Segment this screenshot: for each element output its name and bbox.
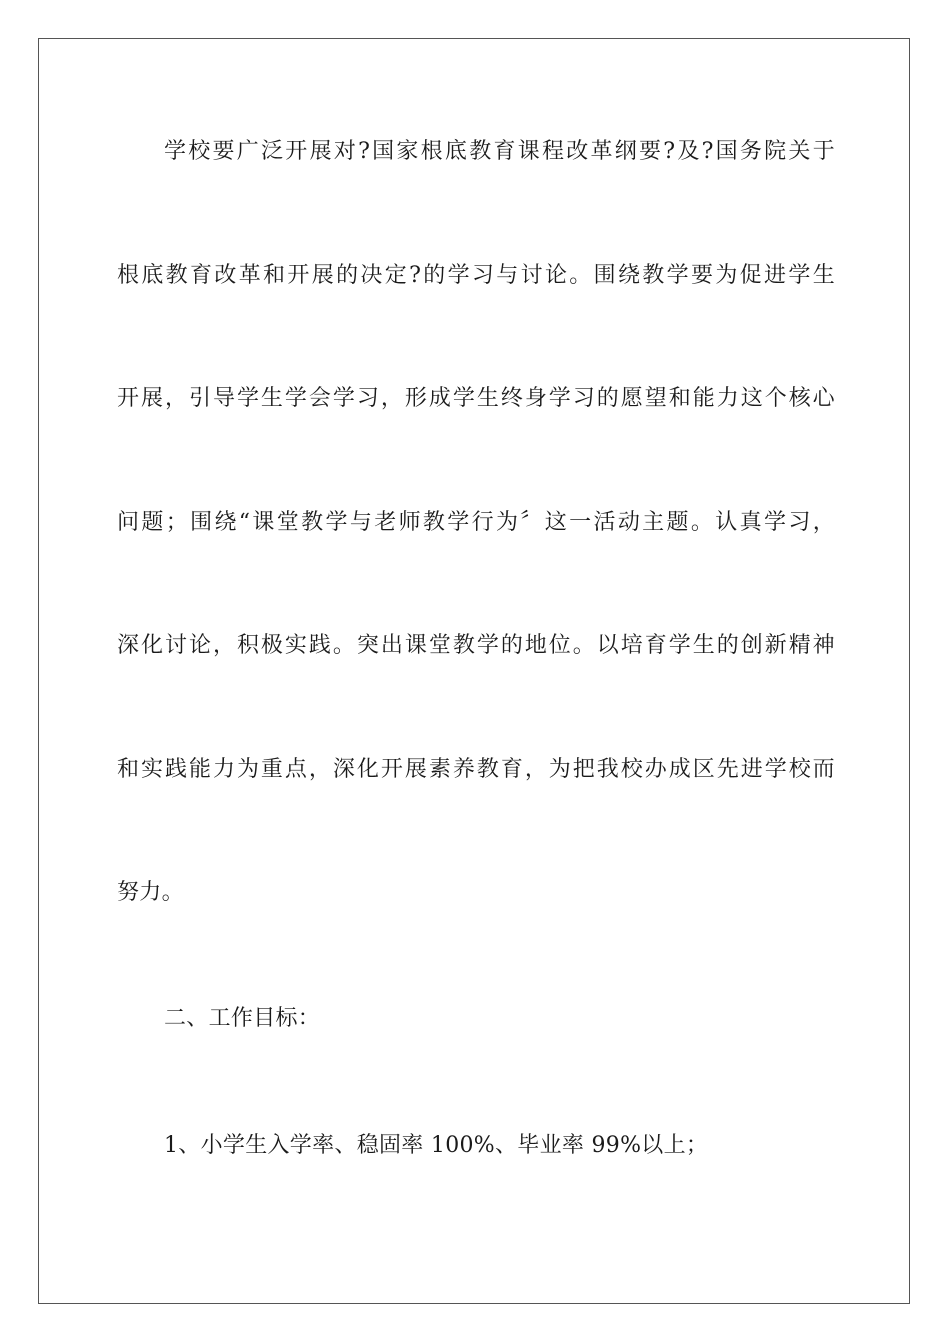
paragraph-line: 深化讨论，积极实践。突出课堂教学的地位。以培育学生的创新精神 xyxy=(117,633,835,658)
paragraph-line: 问题；围绕“课堂教学与老师教学行为〞这一活动主题。认真学习， xyxy=(117,510,835,535)
section-heading: 二、工作目标： xyxy=(164,1006,321,1031)
paragraph-line: 和实践能力为重点，深化开展素养教育，为把我校办成区先进学校而 xyxy=(117,757,835,782)
paragraph-line: 根底教育改革和开展的决定?的学习与讨论。围绕教学要为促进学生 xyxy=(117,263,835,288)
page-border xyxy=(38,38,910,1304)
paragraph-line: 努力。 xyxy=(117,880,184,905)
paragraph-line: 学校要广泛开展对?国家根底教育课程改革纲要?及?国务院关于 xyxy=(164,139,835,164)
paragraph-line: 开展，引导学生学会学习，形成学生终身学习的愿望和能力这个核心 xyxy=(117,386,835,411)
goal-item: 1、小学生入学率、稳固率 100%、毕业率 99%以上； xyxy=(164,1133,709,1158)
